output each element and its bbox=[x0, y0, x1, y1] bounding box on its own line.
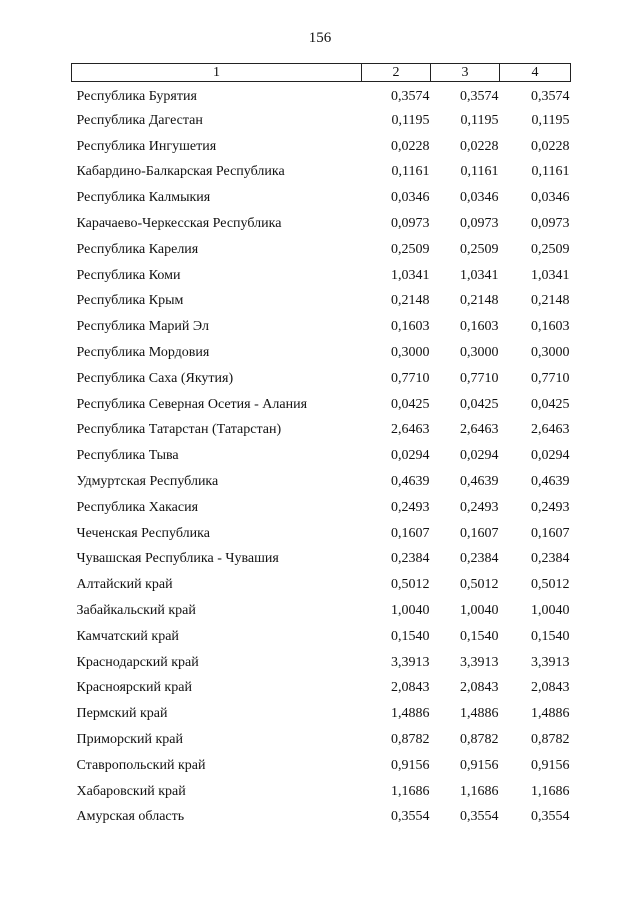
value-col-2-cell: 0,0294 bbox=[391, 448, 430, 464]
value-col-2-cell: 0,9156 bbox=[391, 757, 430, 773]
value-col-3-cell: 2,0843 bbox=[460, 680, 499, 696]
table-row bbox=[72, 392, 571, 418]
value-col-3-cell: 1,0040 bbox=[460, 603, 499, 619]
table-row bbox=[72, 779, 571, 805]
value-col-3-cell: 0,0228 bbox=[460, 138, 499, 154]
value-col-3-cell: 0,2493 bbox=[460, 499, 499, 515]
region-cell: Хабаровский край bbox=[76, 783, 186, 799]
region-cell: Камчатский край bbox=[76, 628, 179, 644]
region-cell: Республика Марий Эл bbox=[76, 319, 209, 335]
table-row bbox=[72, 598, 571, 624]
value-col-3-cell: 1,0341 bbox=[460, 267, 499, 283]
table-row bbox=[72, 805, 571, 831]
table-row bbox=[72, 547, 571, 573]
region-cell: Удмуртская Республика bbox=[76, 474, 219, 490]
value-col-2-cell: 0,1603 bbox=[391, 319, 430, 335]
table-row bbox=[72, 727, 571, 753]
value-col-4-cell: 2,6463 bbox=[531, 422, 570, 438]
table-row bbox=[72, 185, 571, 211]
value-col-2-cell: 0,2384 bbox=[391, 551, 430, 567]
value-col-3-cell: 2,6463 bbox=[460, 422, 499, 438]
value-col-4-cell: 1,1686 bbox=[531, 783, 570, 799]
region-cell: Кабардино-Балкарская Республика bbox=[76, 164, 285, 180]
value-col-4-cell: 0,0228 bbox=[531, 138, 570, 154]
value-col-2-cell: 0,2493 bbox=[391, 499, 430, 515]
value-col-2-cell: 0,3000 bbox=[391, 345, 430, 361]
value-col-4-cell: 1,4886 bbox=[531, 706, 570, 722]
value-col-2-cell: 0,1195 bbox=[391, 112, 430, 128]
value-col-2-cell: 0,7710 bbox=[391, 370, 430, 386]
table-row bbox=[72, 572, 571, 598]
table-row bbox=[72, 418, 571, 444]
value-col-3-cell: 1,4886 bbox=[460, 706, 499, 722]
value-col-2-cell: 0,0346 bbox=[391, 190, 430, 206]
value-col-3-cell: 0,2509 bbox=[460, 241, 499, 257]
value-col-2-cell: 0,4639 bbox=[391, 474, 430, 490]
value-col-3-cell: 0,9156 bbox=[460, 757, 499, 773]
value-col-3-cell: 0,3574 bbox=[460, 89, 499, 104]
value-col-2-cell: 0,0973 bbox=[391, 216, 430, 232]
value-col-4-cell: 3,3913 bbox=[531, 654, 570, 670]
region-cell: Республика Саха (Якутия) bbox=[76, 370, 234, 386]
value-col-2-cell: 0,0425 bbox=[391, 396, 430, 412]
region-cell: Республика Тыва bbox=[76, 448, 179, 464]
region-cell: Пермский край bbox=[76, 706, 168, 722]
value-col-2-cell: 0,2148 bbox=[391, 293, 430, 309]
table-row bbox=[72, 469, 571, 495]
region-cell: Республика Северная Осетия - Алания bbox=[76, 396, 308, 412]
value-col-4-cell: 0,4639 bbox=[531, 474, 570, 490]
region-cell: Республика Хакасия bbox=[76, 499, 199, 515]
value-col-2-cell: 1,0341 bbox=[391, 267, 430, 283]
value-col-4-cell: 0,9156 bbox=[531, 757, 570, 773]
header-col-2: 2 bbox=[362, 64, 431, 82]
value-col-3-cell: 0,7710 bbox=[460, 370, 499, 386]
table-row bbox=[72, 108, 571, 134]
region-cell: Республика Карелия bbox=[76, 241, 199, 257]
value-col-3-cell: 0,0346 bbox=[460, 190, 499, 206]
value-col-3-cell: 3,3913 bbox=[460, 654, 499, 670]
table-header bbox=[72, 64, 571, 82]
table-row bbox=[72, 134, 571, 160]
value-col-2-cell: 0,3574 bbox=[391, 89, 430, 104]
value-col-2-cell: 3,3913 bbox=[391, 654, 430, 670]
value-col-3-cell: 0,0973 bbox=[460, 216, 499, 232]
value-col-4-cell: 0,2493 bbox=[531, 499, 570, 515]
value-col-2-cell: 2,6463 bbox=[391, 422, 430, 438]
table-row bbox=[72, 82, 571, 109]
value-col-2-cell: 0,3554 bbox=[391, 809, 430, 825]
table-row bbox=[72, 160, 571, 186]
value-col-4-cell: 0,2509 bbox=[531, 241, 570, 257]
table-row bbox=[72, 314, 571, 340]
header-col-3: 3 bbox=[431, 64, 500, 82]
value-col-2-cell: 0,0228 bbox=[391, 138, 430, 154]
value-col-2-cell: 1,0040 bbox=[391, 603, 430, 619]
table-row bbox=[72, 495, 571, 521]
value-col-2-cell: 2,0843 bbox=[391, 680, 430, 696]
header-col-4: 4 bbox=[500, 64, 571, 82]
value-col-3-cell: 0,4639 bbox=[460, 474, 499, 490]
value-col-4-cell: 0,1603 bbox=[531, 319, 570, 335]
region-cell: Приморский край bbox=[76, 732, 183, 748]
region-cell: Республика Мордовия bbox=[76, 345, 210, 361]
value-col-3-cell: 0,2384 bbox=[460, 551, 499, 567]
value-col-4-cell: 0,1607 bbox=[531, 525, 570, 541]
value-col-4-cell: 2,0843 bbox=[531, 680, 570, 696]
table-row bbox=[72, 676, 571, 702]
value-col-4-cell: 0,1161 bbox=[531, 164, 570, 180]
region-cell: Алтайский край bbox=[76, 577, 173, 593]
value-col-2-cell: 1,4886 bbox=[391, 706, 430, 722]
value-col-4-cell: 0,8782 bbox=[531, 732, 570, 748]
value-col-3-cell: 0,8782 bbox=[460, 732, 499, 748]
value-col-4-cell: 0,1540 bbox=[531, 628, 570, 644]
value-col-2-cell: 0,1607 bbox=[391, 525, 430, 541]
value-col-2-cell: 0,1540 bbox=[391, 628, 430, 644]
value-col-3-cell: 0,1540 bbox=[460, 628, 499, 644]
value-col-4-cell: 0,3574 bbox=[531, 89, 570, 104]
region-cell: Забайкальский край bbox=[76, 603, 196, 619]
table-row bbox=[72, 753, 571, 779]
data-table bbox=[71, 63, 571, 830]
value-col-2-cell: 1,1686 bbox=[391, 783, 430, 799]
table-row bbox=[72, 263, 571, 289]
value-col-3-cell: 0,0294 bbox=[460, 448, 499, 464]
table-row bbox=[72, 701, 571, 727]
value-col-3-cell: 0,5012 bbox=[460, 577, 499, 593]
value-col-3-cell: 0,0425 bbox=[460, 396, 499, 412]
value-col-2-cell: 0,2509 bbox=[391, 241, 430, 257]
value-col-2-cell: 0,5012 bbox=[391, 577, 430, 593]
table-row bbox=[72, 211, 571, 237]
value-col-4-cell: 0,5012 bbox=[531, 577, 570, 593]
value-col-3-cell: 0,3554 bbox=[460, 809, 499, 825]
value-col-3-cell: 0,1195 bbox=[460, 112, 499, 128]
region-cell: Красноярский край bbox=[76, 680, 192, 696]
table-row bbox=[72, 624, 571, 650]
value-col-4-cell: 1,0040 bbox=[531, 603, 570, 619]
table-row bbox=[72, 650, 571, 676]
value-col-4-cell: 0,0973 bbox=[531, 216, 570, 232]
table-row bbox=[72, 289, 571, 315]
header-col-1: 1 bbox=[72, 64, 362, 82]
region-cell: Амурская область bbox=[76, 809, 185, 825]
value-col-4-cell: 0,2384 bbox=[531, 551, 570, 567]
region-cell: Республика Крым bbox=[76, 293, 184, 309]
value-col-3-cell: 0,1161 bbox=[460, 164, 499, 180]
value-col-4-cell: 0,3000 bbox=[531, 345, 570, 361]
region-cell: Ставропольский край bbox=[76, 757, 206, 773]
region-cell: Республика Бурятия bbox=[76, 89, 197, 104]
value-col-4-cell: 0,1195 bbox=[531, 112, 570, 128]
header-row bbox=[72, 64, 571, 82]
region-cell: Чувашская Республика - Чувашия bbox=[76, 551, 279, 567]
value-col-4-cell: 0,2148 bbox=[531, 293, 570, 309]
value-col-2-cell: 0,1161 bbox=[391, 164, 430, 180]
table-row bbox=[72, 521, 571, 547]
region-cell: Краснодарский край bbox=[76, 654, 199, 670]
value-col-3-cell: 0,1603 bbox=[460, 319, 499, 335]
value-col-3-cell: 0,3000 bbox=[460, 345, 499, 361]
value-col-4-cell: 0,7710 bbox=[531, 370, 570, 386]
region-cell: Республика Дагестан bbox=[76, 112, 203, 128]
region-cell: Республика Ингушетия bbox=[76, 138, 217, 154]
table-body bbox=[72, 82, 571, 831]
value-col-4-cell: 0,0294 bbox=[531, 448, 570, 464]
table-row bbox=[72, 340, 571, 366]
value-col-3-cell: 0,2148 bbox=[460, 293, 499, 309]
region-cell: Карачаево-Черкесская Республика bbox=[76, 216, 282, 232]
region-cell: Чеченская Республика bbox=[76, 525, 210, 541]
value-col-3-cell: 1,1686 bbox=[460, 783, 499, 799]
region-cell: Республика Калмыкия bbox=[76, 190, 211, 206]
region-cell: Республика Татарстан (Татарстан) bbox=[76, 422, 282, 438]
value-col-3-cell: 0,1607 bbox=[460, 525, 499, 541]
value-col-4-cell: 0,3554 bbox=[531, 809, 570, 825]
page-number: 156 bbox=[308, 30, 332, 46]
value-col-4-cell: 0,0346 bbox=[531, 190, 570, 206]
value-col-4-cell: 0,0425 bbox=[531, 396, 570, 412]
value-col-2-cell: 0,8782 bbox=[391, 732, 430, 748]
table-row bbox=[72, 237, 571, 263]
table-row bbox=[72, 443, 571, 469]
value-col-4-cell: 1,0341 bbox=[531, 267, 570, 283]
table-row bbox=[72, 366, 571, 392]
region-cell: Республика Коми bbox=[76, 267, 181, 283]
